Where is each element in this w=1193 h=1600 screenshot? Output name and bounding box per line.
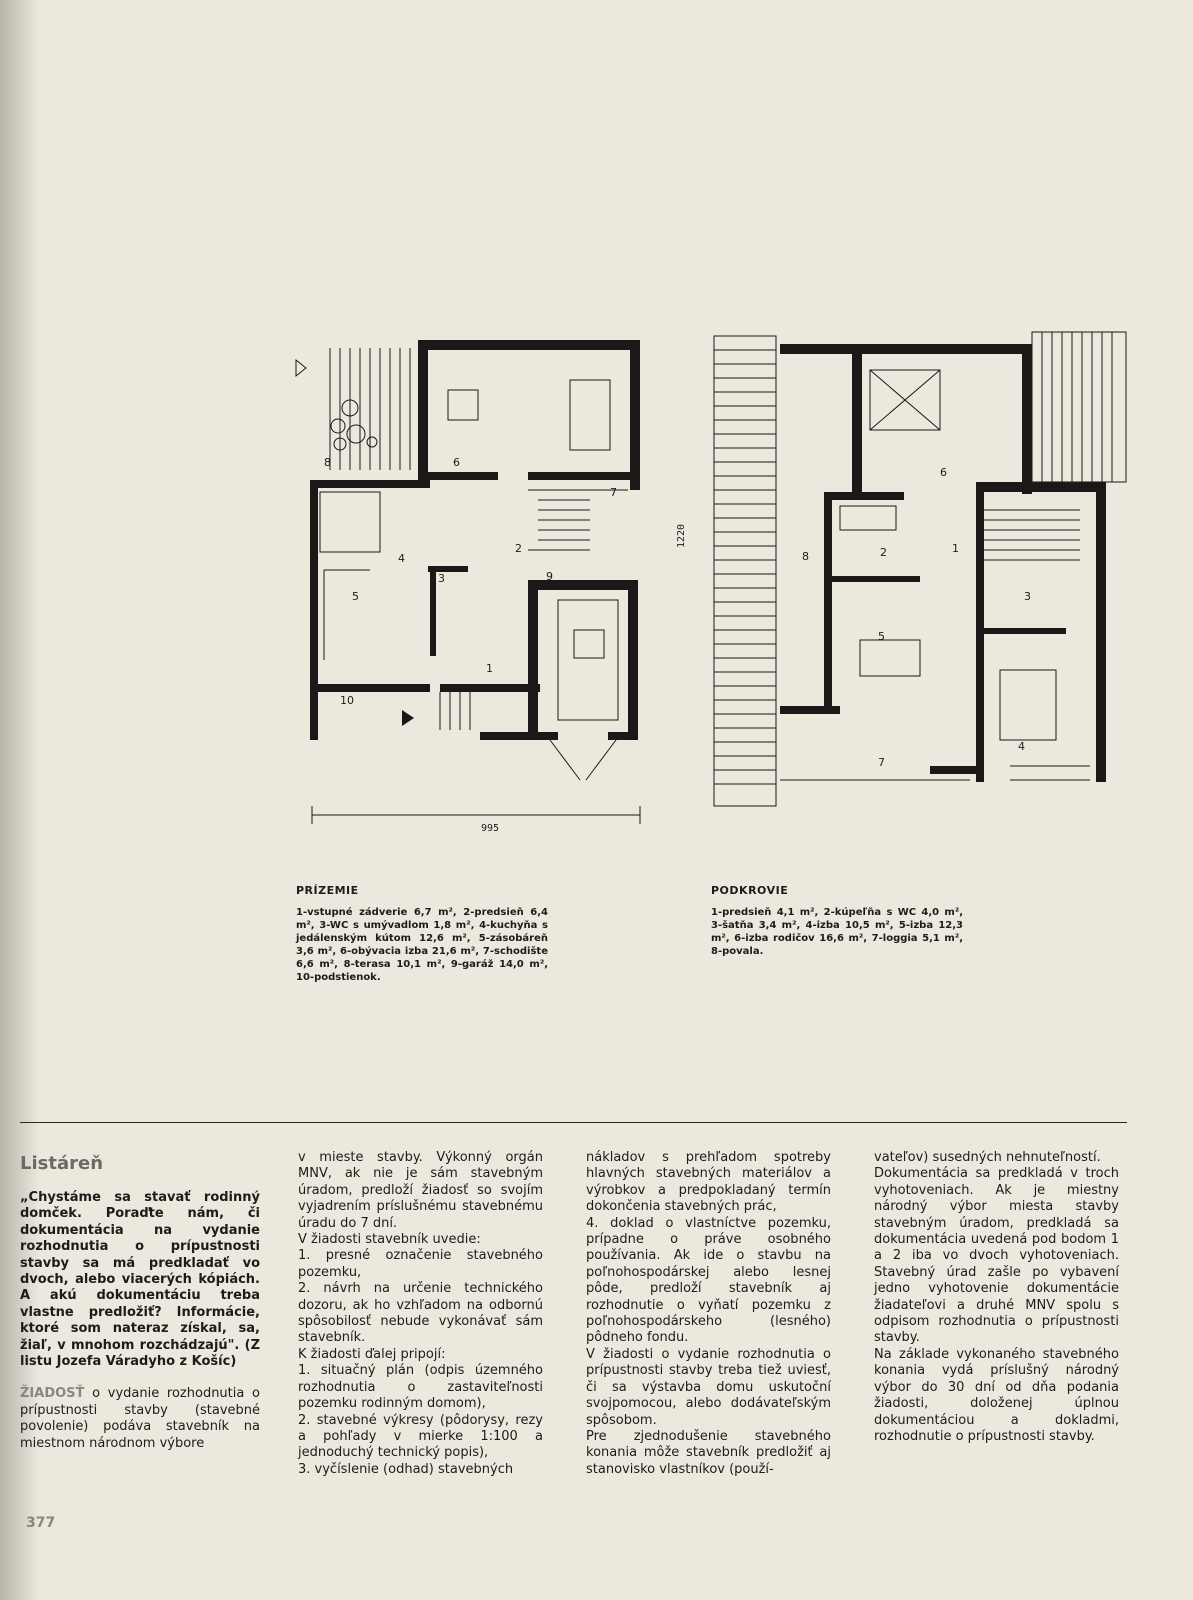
paragraph: 4. doklad o vlastníctve pozemku, prípadne o práve osobného používania. Ak ide o stavbu na poľnohospodárskej alebo lesnej pôde, predloží stavebník aj rozhodnutie o vyňatí pozemku z poľnohospodárskeho (lesného) pôdneho fondu. [586, 1215, 831, 1346]
wall [310, 684, 430, 692]
paragraph: 1. situačný plán (odpis územného rozhodnutia o zastaviteľnosti pozemku rodinným domom), [298, 1363, 543, 1412]
room-marker-3: 3 [1024, 590, 1031, 603]
paragraph: vateľov) susedných nehnuteľností. [874, 1150, 1101, 1165]
wall [1022, 344, 1032, 494]
dining-table [570, 380, 610, 450]
section-divider [20, 1122, 1127, 1123]
kitchen-unit [320, 492, 380, 552]
wall [418, 340, 428, 480]
wall [528, 472, 640, 480]
room-marker-10: 10 [340, 694, 354, 707]
room-marker-6: 6 [453, 456, 460, 469]
bathtub [840, 506, 896, 530]
wall [418, 340, 640, 350]
paragraph: V žiadosti o vydanie rozhodnutia o prípustnosti stavby treba tiež uviesť, či sa výstavba domu uskutoční svojpomocou, alebo dodávateľským spôsobom. [586, 1346, 831, 1428]
wall [480, 732, 528, 740]
paragraph: Dokumentácia sa predkladá v troch vyhotoveniach. Ak je miestny národný výbor miesta stavby stavebným úradom, predkladá sa dokumentácia uvedená pod bodom 1 a 2 iba vo dvoch vyhotoveniach. Stavebný úrad zašle po vybavení jedno vyhotovenie dokumentácie žiadateľovi a druhé MNV spolu s odpisom rozhodnutia o prípustnosti stavby. [874, 1166, 1119, 1346]
wall [528, 580, 538, 740]
room-marker-5: 5 [352, 590, 359, 603]
ground-floor-width-dimension: 995 [478, 823, 502, 834]
wall [824, 492, 832, 714]
wall [976, 482, 1106, 492]
section-title: Listáreň [20, 1153, 104, 1174]
article-column-1 [20, 1190, 260, 1452]
intro-text: o vydanie rozhodnutia o prípustnosti stavby (stavebné povolenie) podáva stavebník na miestnom národnom výbore [20, 1386, 260, 1451]
wall [528, 732, 558, 740]
article-column-3 [586, 1150, 831, 1478]
ground-floor-legend: 1-vstupné zádverie 6,7 m², 2-predsieň 6,4 m², 3-WC s umývadlom 1,8 m², 4-kuchyňa s jedálenským kútom 12,6 m², 5-zásobáreň 3,6 m², 6-obývacia izba 21,6 m², 7-schodište 6,6 m², 8-terasa 10,1 m², 9-garáž 14,0 m², 10-podstienok. [296, 907, 548, 983]
article-intro [20, 1386, 260, 1452]
room-marker-7: 7 [610, 486, 617, 499]
room-marker-2: 2 [880, 546, 887, 559]
wall [976, 628, 1066, 634]
entry-arrow-icon [296, 360, 306, 376]
room-marker-1: 1 [486, 662, 493, 675]
paragraph: nákladov s prehľadom spotreby hlavných stavebných materiálov a výrobkov a predpokladaný termín dokončenia stavebných prác, [586, 1150, 831, 1215]
entry-arrow-icon [402, 710, 414, 726]
room-marker-8: 8 [324, 456, 331, 469]
room-marker-4: 4 [1018, 740, 1025, 753]
wall [528, 580, 638, 590]
wall [1096, 482, 1106, 782]
wall [976, 492, 984, 782]
wall [824, 492, 904, 500]
paragraph: V žiadosti stavebník uvedie: [298, 1232, 481, 1248]
paragraph: 2. stavebné výkresy (pôdorysy, rezy a pohľady v mierke 1:100 a jednoduchý technický popis), [298, 1412, 543, 1461]
ground-floor-plan [290, 330, 670, 850]
wall [310, 480, 318, 740]
paragraph: 2. návrh na určenie technického dozoru, ak ho vzhľadom na odbornú spôsobilosť nebude vykonávať sám stavebník. [298, 1281, 543, 1346]
room-marker-1: 1 [952, 542, 959, 555]
wall [852, 344, 862, 494]
roof-hatch-left [714, 336, 776, 806]
wall [628, 580, 638, 740]
page-number: 377 [26, 1515, 56, 1531]
room-marker-2: 2 [515, 542, 522, 555]
attic-height-dimension: 1220 [676, 523, 687, 548]
attic-floor-title: PODKROVIE [711, 884, 789, 897]
car-roof [574, 630, 604, 658]
lead-word: ŽIADOSŤ [20, 1386, 85, 1402]
attic-floor-legend: 1-predsieň 4,1 m², 2-kúpeľňa s WC 4,0 m², 3-šatňa 3,4 m², 4-izba 10,5 m², 5-izba 12,3 m², 6-izba rodičov 16,6 m², 7-loggia 5,1 m², 8-povala. [711, 907, 963, 957]
wall [428, 472, 498, 480]
paragraph: K žiadosti ďalej pripojí: [298, 1346, 446, 1362]
article-column-2 [298, 1150, 543, 1478]
wall [830, 576, 920, 582]
ground-floor-title: PRÍZEMIE [296, 884, 359, 897]
bed [860, 640, 920, 676]
wall [430, 566, 436, 656]
room-marker-9: 9 [546, 570, 553, 583]
room-marker-4: 4 [398, 552, 405, 565]
room-marker-7: 7 [878, 756, 885, 769]
attic-floor-plan [700, 330, 1130, 810]
room-marker-5: 5 [878, 630, 885, 643]
wall [780, 344, 1030, 354]
armchair [448, 390, 478, 420]
room-marker-6: 6 [940, 466, 947, 479]
wall [310, 480, 430, 488]
wall [780, 706, 840, 714]
wall [630, 340, 640, 490]
reader-question: „Chystáme sa stavať rodinný domček. Poraďte nám, či dokumentácia na vydanie rozhodnutia o prípustnosti stavby sa má predkladať vo dvoch, alebo viacerých kópiách. A akú dokumentáciu treba vlastne predložiť? Informácie, ktoré som nateraz získal, sa, žiaľ, v mnohom rozchádzajú". (Z listu Jozefa Váradyho z Košíc) [20, 1190, 260, 1370]
paragraph: v mieste stavby. Výkonný orgán MNV, ak nie je sám stavebným úradom, predloží žiadosť so svojím vyjadrením príslušnému stavebnému úradu do 7 dní. [298, 1150, 543, 1231]
car-outline [558, 600, 618, 720]
paragraph: Na základe vykonaného stavebného konania vydá príslušný národný výbor do 30 dní od dňa podania žiadosti, doloženej úplnou dokumentáciou a dokladmi, rozhodnutie o prípustnosti stavby. [874, 1346, 1119, 1444]
room-marker-8: 8 [802, 550, 809, 563]
paragraph: 3. vyčíslenie (odhad) stavebných [298, 1461, 514, 1477]
wall [930, 766, 976, 774]
wall [440, 684, 540, 692]
paragraph: 1. presné označenie stavebného pozemku, [298, 1248, 543, 1280]
paragraph: Pre zjednodušenie stavebného konania môže stavebník predložiť aj stanovisko vlastníkov (použí- [586, 1428, 831, 1477]
wall [608, 732, 638, 740]
bed [1000, 670, 1056, 740]
roof-hatch-right [1032, 332, 1126, 482]
article-column-4 [874, 1150, 1119, 1445]
room-marker-3: 3 [438, 572, 445, 585]
